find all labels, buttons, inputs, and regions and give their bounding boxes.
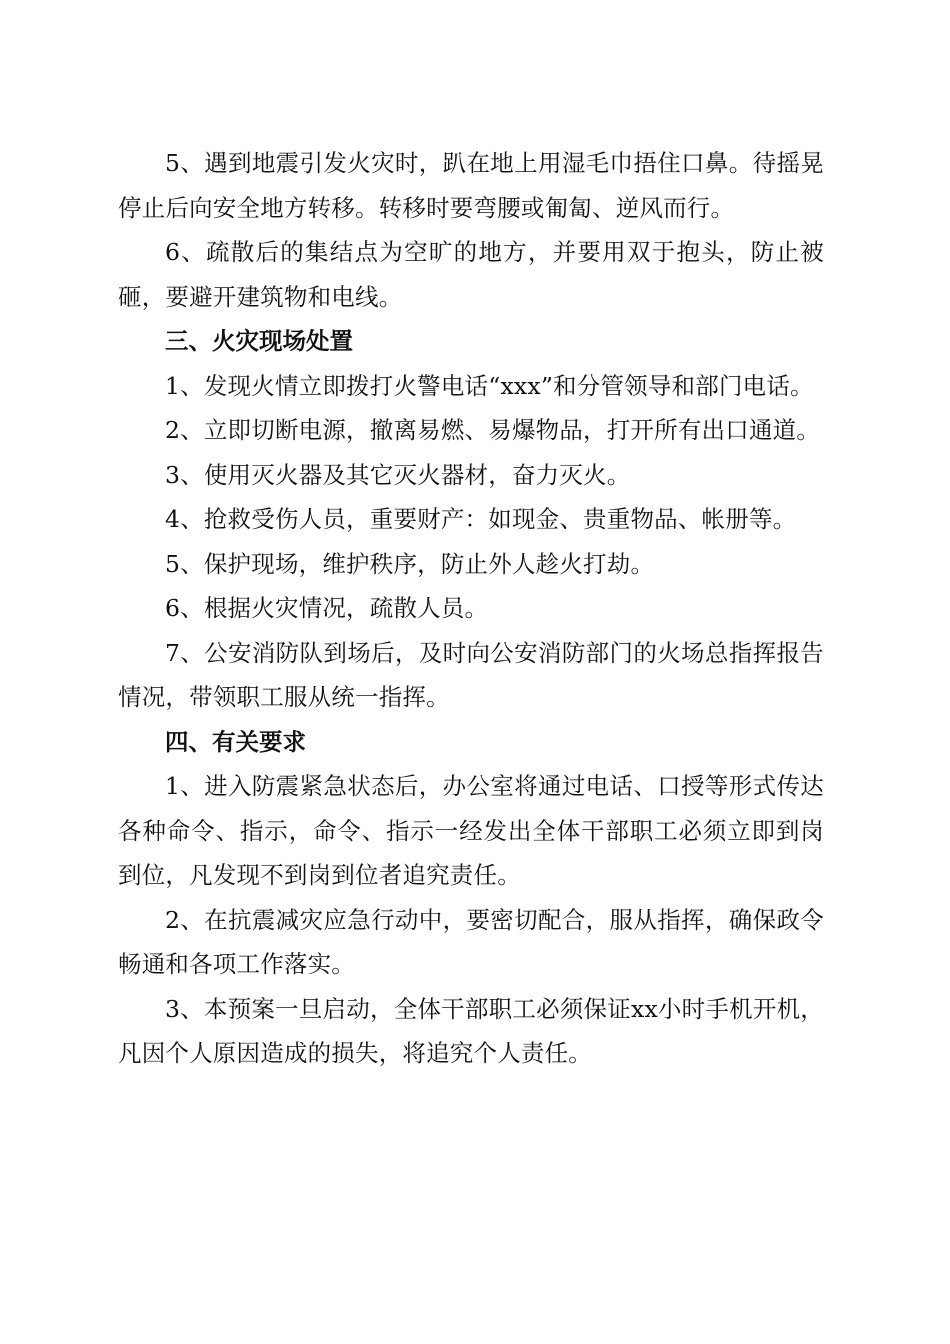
document-page (118, 141, 824, 1076)
paragraph: 3、使用灭火器及其它灭火器材，奋力灭火。 (165, 460, 631, 489)
paragraph: 1、进入防震紧急状态后，办公室将通过电话、口授等形式传达各种命令、指示，命令、指示一经发出全体干部职工必须立即到岗到位，凡发现不到岗到位者追究责任。 (118, 772, 824, 889)
paragraph: 1、发现火情立即拨打火警电话“xxx”和分管领导和部门电话。 (165, 371, 814, 400)
paragraph: 6、根据火灾情况，疏散人员。 (165, 594, 489, 622)
paragraph: 5、遇到地震引发火灾时，趴在地上用湿毛巾捂住口鼻。待摇晃停止后向安全地方转移。转移时要弯腰或匍匐、逆风而行。 (118, 149, 824, 222)
paragraph: 2、在抗震减灾应急行动中，要密切配合，服从指挥，确保政令畅通和各项工作落实。 (118, 905, 824, 978)
section-heading: 三、火灾现场处置 (165, 327, 353, 355)
section-heading: 四、有关要求 (165, 727, 306, 756)
paragraph: 6、疏散后的集结点为空旷的地方，并要用双于抱头，防止被砸，要避开建筑物和电线。 (118, 238, 824, 311)
paragraph: 7、公安消防队到场后，及时向公安消防部门的火场总指挥报告情况，带领职工服从统一指挥。 (118, 638, 824, 711)
paragraph: 2、立即切断电源，撤离易燃、易爆物品，打开所有出口通道。 (165, 416, 821, 444)
paragraph: 4、抢救受伤人员，重要财产：如现金、贵重物品、帐册等。 (165, 505, 797, 533)
paragraph: 5、保护现场，维护秩序，防止外人趁火打劫。 (165, 549, 655, 578)
paragraph: 3、本预案一旦启动，全体干部职工必须保证xx小时手机开机，凡因个人原因造成的损失，将追究个人责任。 (118, 994, 824, 1067)
